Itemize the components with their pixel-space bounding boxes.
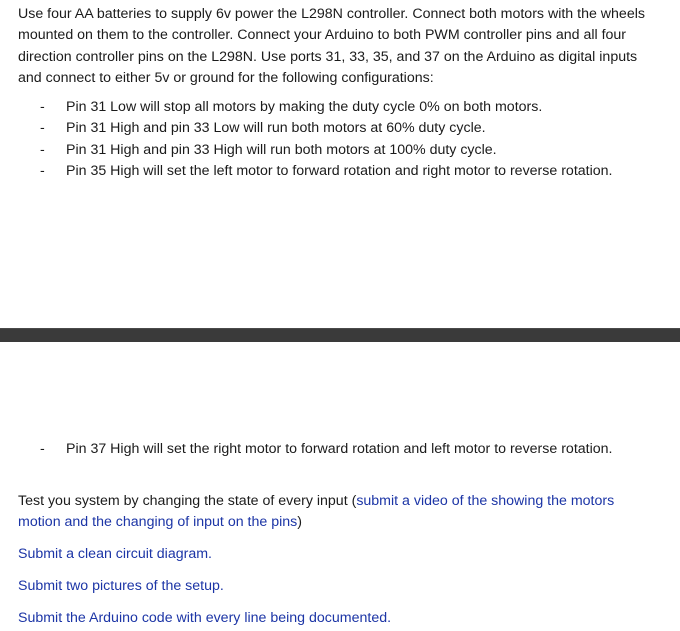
list-dash: - <box>40 163 45 179</box>
test-instructions <box>18 491 658 534</box>
list-item-text: Pin 31 High and pin 33 Low will run both motors at 60% duty cycle. <box>66 120 486 136</box>
list-dash: - <box>40 441 45 457</box>
submit-diagram-link[interactable]: Submit a clean circuit diagram. <box>18 546 212 562</box>
submit-code-link[interactable]: Submit the Arduino code with every line being documented. <box>18 610 392 626</box>
list-item-text: Pin 31 High and pin 33 High will run both motors at 100% duty cycle. <box>66 142 497 158</box>
submit-video-link[interactable]: submit a video of the showing the motors motion and the changing of input on the pins <box>18 493 615 531</box>
list-dash: - <box>40 142 45 158</box>
test-instructions-prefix: Test you system by changing the state of every input ( <box>18 493 357 509</box>
test-instructions-suffix: ) <box>297 514 302 531</box>
submit-pictures-link[interactable]: Submit two pictures of the setup. <box>18 578 224 594</box>
list-item-text: Pin 35 High will set the left motor to forward rotation and right motor to reverse rotation. <box>66 163 613 179</box>
list-dash: - <box>40 99 45 115</box>
intro-paragraph: Use four AA batteries to supply 6v power the L298N controller. Connect both motors with the wheels mounted on them to the controller. Connect your Arduino to both PWM controller pins and all four direction controller pins on the L298N. Use ports 31, 33, 35, and 37 on the Arduino as digital inputs and connect to either 5v or ground for the following configurations: <box>18 6 645 86</box>
list-dash: - <box>40 120 45 136</box>
page-divider <box>0 328 680 342</box>
list-item-text: Pin 37 High will set the right motor to forward rotation and left motor to reverse rotation. <box>66 441 613 457</box>
list-item-text: Pin 31 Low will stop all motors by making the duty cycle 0% on both motors. <box>66 99 543 115</box>
document-page-bottom <box>0 342 680 631</box>
